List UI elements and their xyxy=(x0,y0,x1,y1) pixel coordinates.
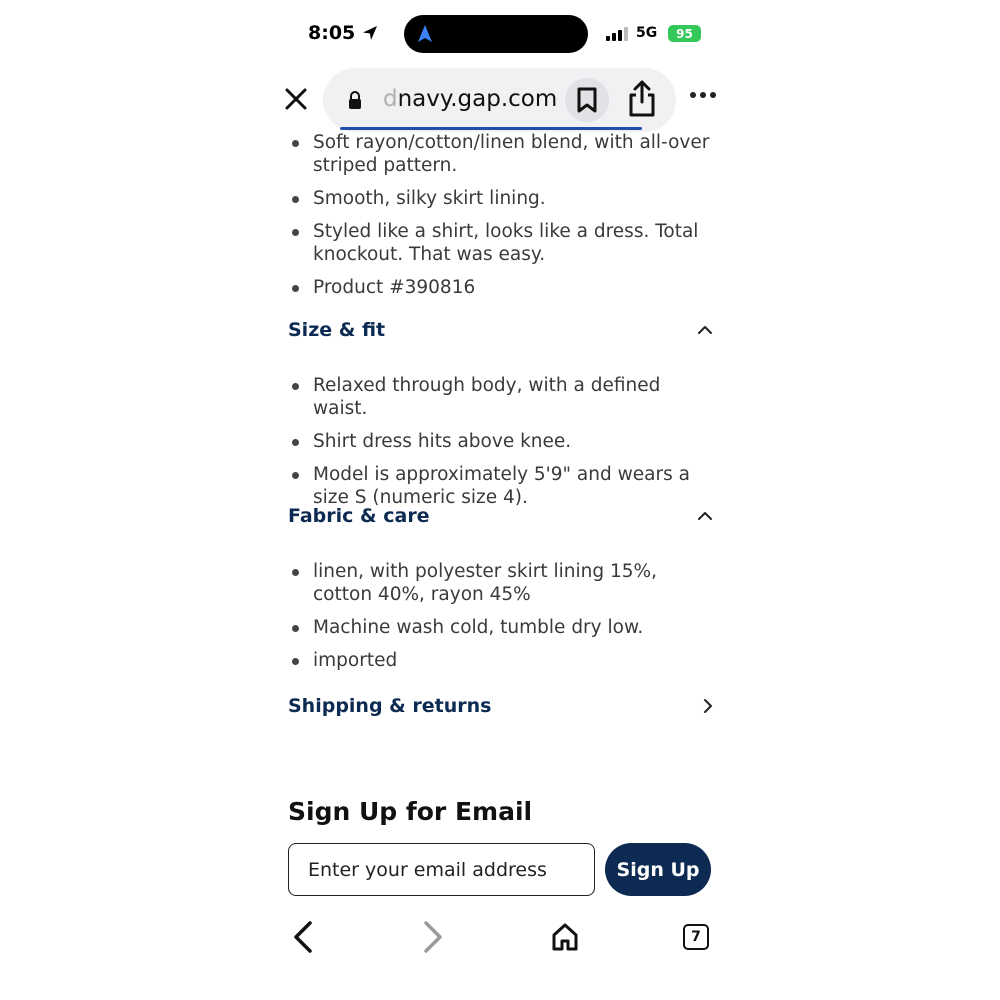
list-item: imported xyxy=(288,649,718,672)
list-item: linen, with polyester skirt lining 15%, cotton 40%, rayon 45% xyxy=(288,560,718,606)
battery-level: 95 xyxy=(676,26,693,41)
fabric-care-list xyxy=(288,560,718,682)
shipping-returns-header[interactable] xyxy=(288,695,713,717)
chevron-right-icon xyxy=(703,698,713,714)
list-item: Model is approximately 5'9" and wears a size S (numeric size 4). xyxy=(288,463,718,509)
bookmark-icon xyxy=(576,86,598,114)
section-title: Fabric & care xyxy=(288,505,430,527)
status-time-text: 8:05 xyxy=(308,22,356,44)
size-fit-header[interactable] xyxy=(288,319,713,341)
lock-icon xyxy=(347,90,363,110)
network-type: 5G xyxy=(636,25,658,41)
url-domain: navy.gap.com xyxy=(397,86,558,112)
email-signup-title: Sign Up for Email xyxy=(288,797,533,826)
list-item: Machine wash cold, tumble dry low. xyxy=(288,616,718,639)
tabs-button[interactable] xyxy=(683,924,709,950)
back-icon[interactable] xyxy=(292,920,314,954)
url-faded-part: d xyxy=(383,86,398,112)
list-item: Styled like a shirt, looks like a dress. Total knockout. That was easy. xyxy=(288,220,718,266)
bookmark-button[interactable] xyxy=(565,78,609,122)
navigation-arrow-icon xyxy=(416,24,434,44)
battery-icon xyxy=(668,25,701,42)
chevron-up-icon xyxy=(697,325,713,335)
signal-icon xyxy=(606,27,628,41)
section-title: Size & fit xyxy=(288,319,386,341)
list-item: Relaxed through body, with a defined waist. xyxy=(288,374,718,420)
dynamic-island xyxy=(404,15,588,53)
list-item: Soft rayon/cotton/linen blend, with all-over striped pattern. xyxy=(288,131,718,177)
more-icon[interactable] xyxy=(690,92,716,98)
fabric-care-header[interactable] xyxy=(288,505,713,527)
close-icon[interactable] xyxy=(284,87,308,111)
status-time xyxy=(308,22,379,44)
share-icon[interactable] xyxy=(626,80,658,118)
list-item: Product #390816 xyxy=(288,276,718,299)
chevron-up-icon xyxy=(697,511,713,521)
list-item: Smooth, silky skirt lining. xyxy=(288,187,718,210)
sign-up-button[interactable]: Sign Up xyxy=(605,843,711,896)
email-input[interactable] xyxy=(288,843,595,896)
size-fit-list xyxy=(288,374,718,519)
section-title: Shipping & returns xyxy=(288,695,492,717)
page-load-progress xyxy=(340,127,642,130)
details-list xyxy=(288,131,718,309)
home-icon[interactable] xyxy=(551,922,579,952)
list-item: Shirt dress hits above knee. xyxy=(288,430,718,453)
url-text[interactable] xyxy=(383,86,557,112)
location-arrow-icon xyxy=(361,24,379,42)
forward-icon[interactable] xyxy=(422,920,444,954)
tabs-count: 7 xyxy=(691,929,701,945)
